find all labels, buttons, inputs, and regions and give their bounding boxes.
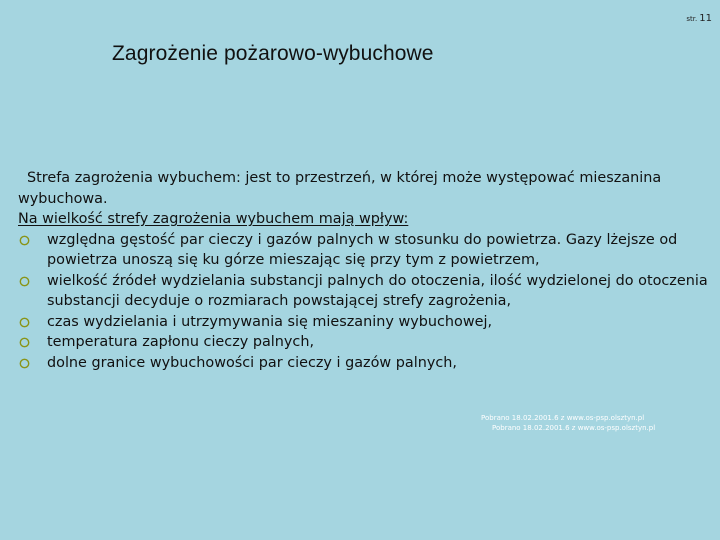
list-item xyxy=(18,353,708,374)
factor-text: względna gęstość par cieczy i gazów palnych w stosunku do powietrza. Gazy lżejsze od powietrza unoszą się ku górze mieszając się przy tym z powietrzem, xyxy=(47,231,678,268)
list-item xyxy=(18,271,708,312)
list-item xyxy=(18,332,708,353)
factor-text: temperatura zapłonu cieczy palnych, xyxy=(47,334,315,350)
slide-content xyxy=(18,168,708,373)
list-item xyxy=(18,312,708,333)
factor-text: czas wydzielania i utrzymywania się mieszaniny wybuchowej, xyxy=(47,313,493,330)
source-note xyxy=(481,413,655,433)
source-line-1: Pobrano 18.02.2001.6 z www.os-psp.olsztyn.pl xyxy=(481,414,645,422)
definition-paragraph xyxy=(18,168,708,209)
hollow-circle-bullet-icon xyxy=(19,235,30,246)
slide-title: Zagrożenie pożarowo-wybuchowe xyxy=(112,42,434,65)
factors-list xyxy=(18,230,708,374)
definition-text: : jest to przestrzeń, w której może występować mieszanina wybuchowa. xyxy=(18,170,662,207)
hollow-circle-bullet-icon xyxy=(19,358,30,369)
page-number-value: 11 xyxy=(699,13,712,24)
source-line-2: Pobrano 18.02.2001.6 z www.os-psp.olsztyn.pl xyxy=(492,424,656,432)
factors-subheading: Na wielkość strefy zagrożenia wybuchem mają wpływ: xyxy=(18,211,409,227)
defined-term: Strefa zagrożenia wybuchem xyxy=(27,170,236,186)
factor-text: wielkość źródeł wydzielania substancji palnych do otoczenia, ilość wydzielonej do otoczenia substancji decyduje o rozmiarach powstającej strefy zagrożenia, xyxy=(47,272,708,309)
hollow-circle-bullet-icon xyxy=(19,276,30,287)
page-number xyxy=(686,6,712,25)
page-number-prefix: str. xyxy=(686,15,698,23)
hollow-circle-bullet-icon xyxy=(19,317,30,328)
factor-text: dolne granice wybuchowości par cieczy i gazów palnych, xyxy=(47,354,457,371)
hollow-circle-bullet-icon xyxy=(19,337,30,348)
list-item xyxy=(18,230,708,271)
